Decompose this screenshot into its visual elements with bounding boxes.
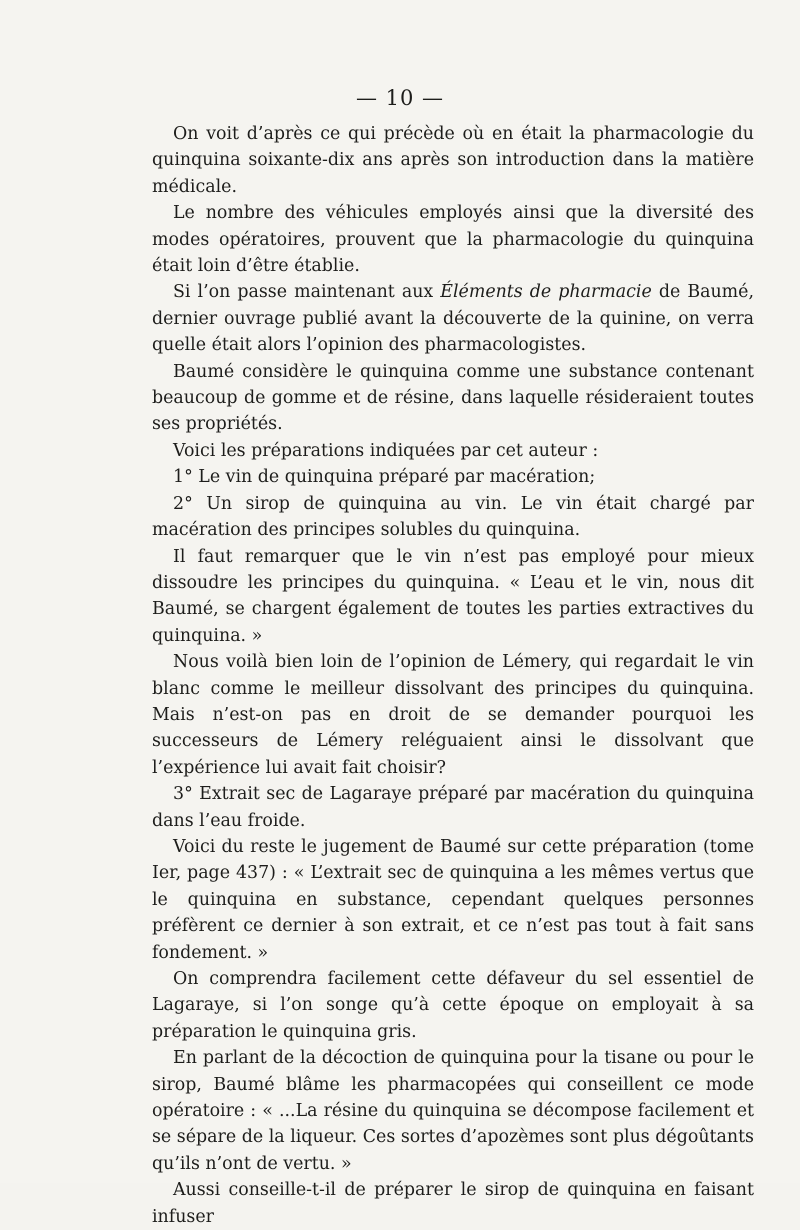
paragraph: Aussi conseille-t-il de préparer le sirop de quinquina en faisant infuser — [152, 1180, 754, 1227]
list-item: 2° Un sirop de quinquina au vin. Le vin était chargé par macération des principes solubles du quinquina. — [152, 493, 754, 541]
paragraph — [152, 279, 754, 358]
paragraph-text: Si l’on passe maintenant aux — [173, 282, 441, 303]
paragraph: Nous voilà bien loin de l’opinion de Lémery, qui regardait le vin blanc comme le meilleur dissolvant des principes du quinquina. Mais n’est-on pas en droit de se demander pourquoi les successeurs de Lémery reléguaient ainsi le dissolvant que l’expérience lui avait fait choisir? — [152, 652, 754, 778]
paragraph: Baumé considère le quinquina comme une substance contenant beaucoup de gomme et de résine, dans laquelle résideraient toutes ses propriétés. — [152, 361, 754, 435]
paragraph: Voici du reste le jugement de Baumé sur cette préparation (tome Ier, page 437) : « L’extrait sec de quinquina a les mêmes vertus que le quinquina en substance, cependant quelques personnes préfèrent ce dernier à son extrait, et ce n’est pas tout à fait sans fondement. » — [152, 836, 754, 963]
paragraph: En parlant de la décoction de quinquina pour la tisane ou pour le sirop, Baumé blâme les pharmacopées qui conseillent ce mode opératoire : « ...La résine du quinquina se décompose facilement et se sépare de la liqueur. Ces sortes d’apozèmes sont plus dégoûtants qu’ils n’ont de vertu. » — [152, 1048, 754, 1174]
paragraph: On voit d’après ce qui précède où en était la pharmacologie du quinquina soixante-dix ans après son introduction dans la matière médicale. — [152, 124, 754, 197]
paragraph: Voici les préparations indiquées par cet auteur : — [173, 440, 599, 461]
paragraph: Il faut remarquer que le vin n’est pas employé pour mieux dissoudre les principes du quinquina. « L’eau et le vin, nous dit Baumé, se chargent également de toutes les parties extractives du quinquina. » — [152, 546, 754, 646]
paragraph: On comprendra facilement cette défaveur du sel essentiel de Lagaraye, si l’on songe qu’à cette époque on employait à sa préparation le quinquina gris. — [152, 969, 754, 1042]
list-item: 3° Extrait sec de Lagaraye préparé par macération du quinquina dans l’eau froide. — [152, 784, 754, 831]
body-text — [152, 121, 754, 1230]
list-item: 1° Le vin de quinquina préparé par macération; — [173, 467, 596, 488]
page-number: — 10 — — [355, 86, 445, 110]
book-title: Éléments de pharmacie — [440, 282, 652, 303]
paragraph-text: de Baumé, dernier ouvrage publié avant la découverte de la quinine, on verra quelle était alors l’opinion des pharmacologistes. — [152, 282, 754, 356]
paragraph: Le nombre des véhicules employés ainsi que la diversité des modes opératoires, prouvent que la pharmacologie du quinquina était loin d’être établie. — [152, 203, 754, 277]
